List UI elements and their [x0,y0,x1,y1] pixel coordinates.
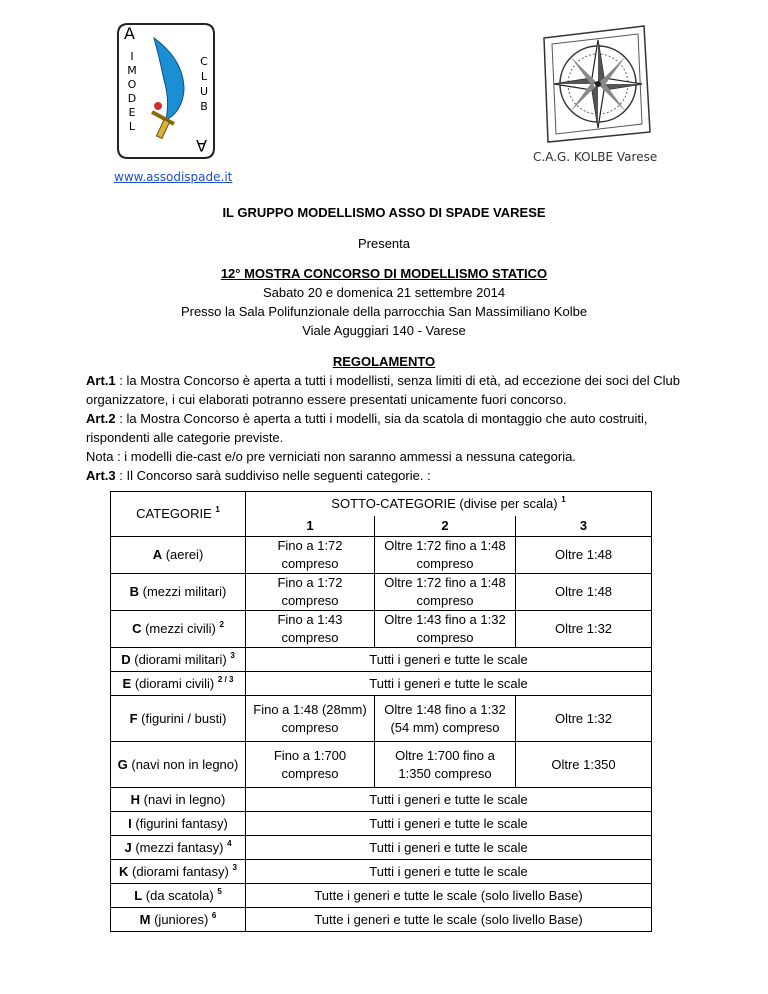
all-scales-cell: Tutti i generi e tutte le scale [246,836,652,860]
category-cell [111,788,246,812]
category-name: (mezzi civili) [141,621,216,636]
category-letter: D [121,651,131,667]
category-name: (mezzi militari) [139,584,227,599]
logo-letter: C [200,55,208,68]
all-scales-cell: Tutti i generi e tutte le scale [246,812,652,836]
category-name: (juniores) [150,911,209,927]
all-scales-cell: Tutti i generi e tutte le scale [246,672,652,696]
category-letter: F [129,710,138,726]
logo-letters-left [126,50,138,134]
article-1 [86,371,686,409]
article-label: Art.2 [86,411,116,426]
category-name: (diorami fantasy) [128,863,229,879]
header-sotto-label: SOTTO-CATEGORIE (divise per scala) [331,495,558,511]
event-address: Viale Aguggiari 140 - Varese [302,323,466,338]
category-cell [111,537,246,574]
table-row [111,574,652,611]
table-row [111,812,652,836]
nota-text: Nota : i modelli die-cast e/o pre verniciati non saranno ammessi a nessuna categoria. [86,449,576,464]
logo-letters-right [198,54,210,114]
subcategory-cell-1: Fino a 1:43 compreso [246,611,375,648]
category-letter: B [129,584,139,599]
subcategory-cell-2: Oltre 1:700 fino a 1:350 compreso [375,742,516,788]
article-3 [86,466,686,485]
footnote-ref: 5 [217,886,222,896]
group-heading: IL GRUPPO MODELLISMO ASSO DI SPADE VARESE [222,205,546,220]
logo-letter: I [130,50,134,63]
category-name: (figurini fantasy) [131,815,228,831]
table-row [111,537,652,574]
logo-letter: E [128,106,136,119]
footnote-ref: 2 / 3 [217,674,234,684]
table-row [111,696,652,742]
subcategory-cell-3: Oltre 1:48 [516,574,652,611]
all-scales-cell: Tutte i generi e tutte le scale (solo livello Base) [246,884,652,908]
table-row [111,860,652,884]
all-scales-cell: Tutte i generi e tutte le scale (solo livello Base) [246,908,652,932]
table-row [111,648,652,672]
table-row [111,672,652,696]
subcategory-cell-2: Oltre 1:48 fino a 1:32 (54 mm) compreso [375,696,516,742]
subcategory-cell-1: Fino a 1:72 compreso [246,574,375,611]
subcategory-cell-2: Oltre 1:72 fino a 1:48 compreso [375,574,516,611]
article-text: : la Mostra Concorso è aperta a tutti i modellisti, senza limiti di età, ad eccezione dei soci del Club organizzatore, i cui elaborati potranno essere presentati unicamente fuori concorso. [86,373,680,407]
footnote-ref: 3 [232,862,237,872]
header-categorie [111,492,246,537]
category-name: (diorami civili) [131,675,215,691]
col-header-2: 2 [375,516,516,537]
category-letter: G [117,756,128,772]
logo-letter: U [199,85,209,98]
category-cell [111,812,246,836]
category-cell [111,696,246,742]
logo-corner-top: A [124,24,135,43]
footnote-ref: 1 [561,494,566,504]
logo-letter: L [128,120,136,133]
category-cell [111,860,246,884]
category-letter: E [122,675,132,691]
subcategory-cell-2: Oltre 1:72 fino a 1:48 compreso [375,537,516,574]
footnote-ref: 2 [219,620,224,629]
category-name: (navi in legno) [140,791,226,807]
article-text: : Il Concorso sarà suddiviso nelle seguenti categorie. : [115,468,431,483]
event-venue: Presso la Sala Polifunzionale della parrocchia San Massimiliano Kolbe [180,304,588,319]
category-name: (mezzi fantasy) [131,839,224,855]
category-name: (navi non in legno) [127,756,239,772]
logo-letter: M [127,64,137,77]
header-sotto-categorie [246,492,652,516]
category-letter: J [124,839,132,855]
subcategory-cell-1: Fino a 1:48 (28mm) compreso [246,696,375,742]
article-label: Art.3 [86,468,116,483]
category-cell [111,611,246,648]
logo-letter: B [200,100,208,113]
col-header-1: 1 [246,516,375,537]
logo-letter: D [127,92,137,105]
kolbe-compass-logo [526,20,666,150]
categories-table [110,491,652,932]
footnote-ref: 1 [215,505,220,514]
subcategory-cell-2: Oltre 1:43 fino a 1:32 compreso [375,611,516,648]
subcategory-cell-1: Fino a 1:700 compreso [246,742,375,788]
all-scales-cell: Tutti i generi e tutte le scale [246,648,652,672]
subcategory-cell-1: Fino a 1:72 compreso [246,537,375,574]
category-letter: K [119,863,129,879]
presenta-text: Presenta [357,236,411,251]
subcategory-cell-3: Oltre 1:48 [516,537,652,574]
category-name: (diorami militari) [130,651,227,667]
subcategory-cell-3: Oltre 1:32 [516,611,652,648]
category-letter: I [128,815,132,831]
table-row [111,836,652,860]
col-header-3: 3 [516,516,652,537]
footnote-ref: 3 [230,650,235,660]
footnote-ref: 6 [211,910,217,920]
kolbe-caption: C.A.G. KOLBE Varese [533,150,658,164]
category-cell [111,908,246,932]
all-scales-cell: Tutti i generi e tutte le scale [246,788,652,812]
article-label: Art.1 [86,373,116,388]
category-name: (aerei) [162,547,204,562]
category-cell [111,742,246,788]
subcategory-cell-3: Oltre 1:350 [516,742,652,788]
logo-letter: L [200,70,208,83]
table-row [111,788,652,812]
event-title: 12° MOSTRA CONCORSO DI MODELLISMO STATICO [220,266,548,281]
asso-di-spade-logo [114,20,218,162]
footnote-ref: 4 [227,838,232,848]
table-row [111,908,652,932]
logo-corner-bottom: A [196,136,207,155]
regolamento-title: REGOLAMENTO [332,354,436,369]
table-row [111,611,652,648]
category-letter: M [139,911,151,927]
logo-letter: O [127,78,137,91]
category-cell [111,574,246,611]
category-letter: A [152,547,163,562]
category-cell [111,648,246,672]
event-dates: Sabato 20 e domenica 21 settembre 2014 [262,285,506,300]
website-link[interactable]: www.assodispade.it [114,170,233,184]
table-row [111,884,652,908]
article-text: : la Mostra Concorso è aperta a tutti i modelli, sia da scatola di montaggio che auto costruiti, rispondenti alle categorie previste. [86,411,648,445]
category-name: (da scatola) [142,887,214,903]
category-letter: C [132,621,142,636]
category-cell [111,672,246,696]
category-cell [111,884,246,908]
category-name: (figurini / busti) [137,710,227,726]
table-row [111,742,652,788]
header-categorie-label: CATEGORIE [136,506,212,521]
article-2 [86,409,686,447]
category-cell [111,836,246,860]
category-letter: H [130,791,141,807]
category-letter: L [134,887,143,903]
subcategory-cell-3: Oltre 1:32 [516,696,652,742]
all-scales-cell: Tutti i generi e tutte le scale [246,860,652,884]
